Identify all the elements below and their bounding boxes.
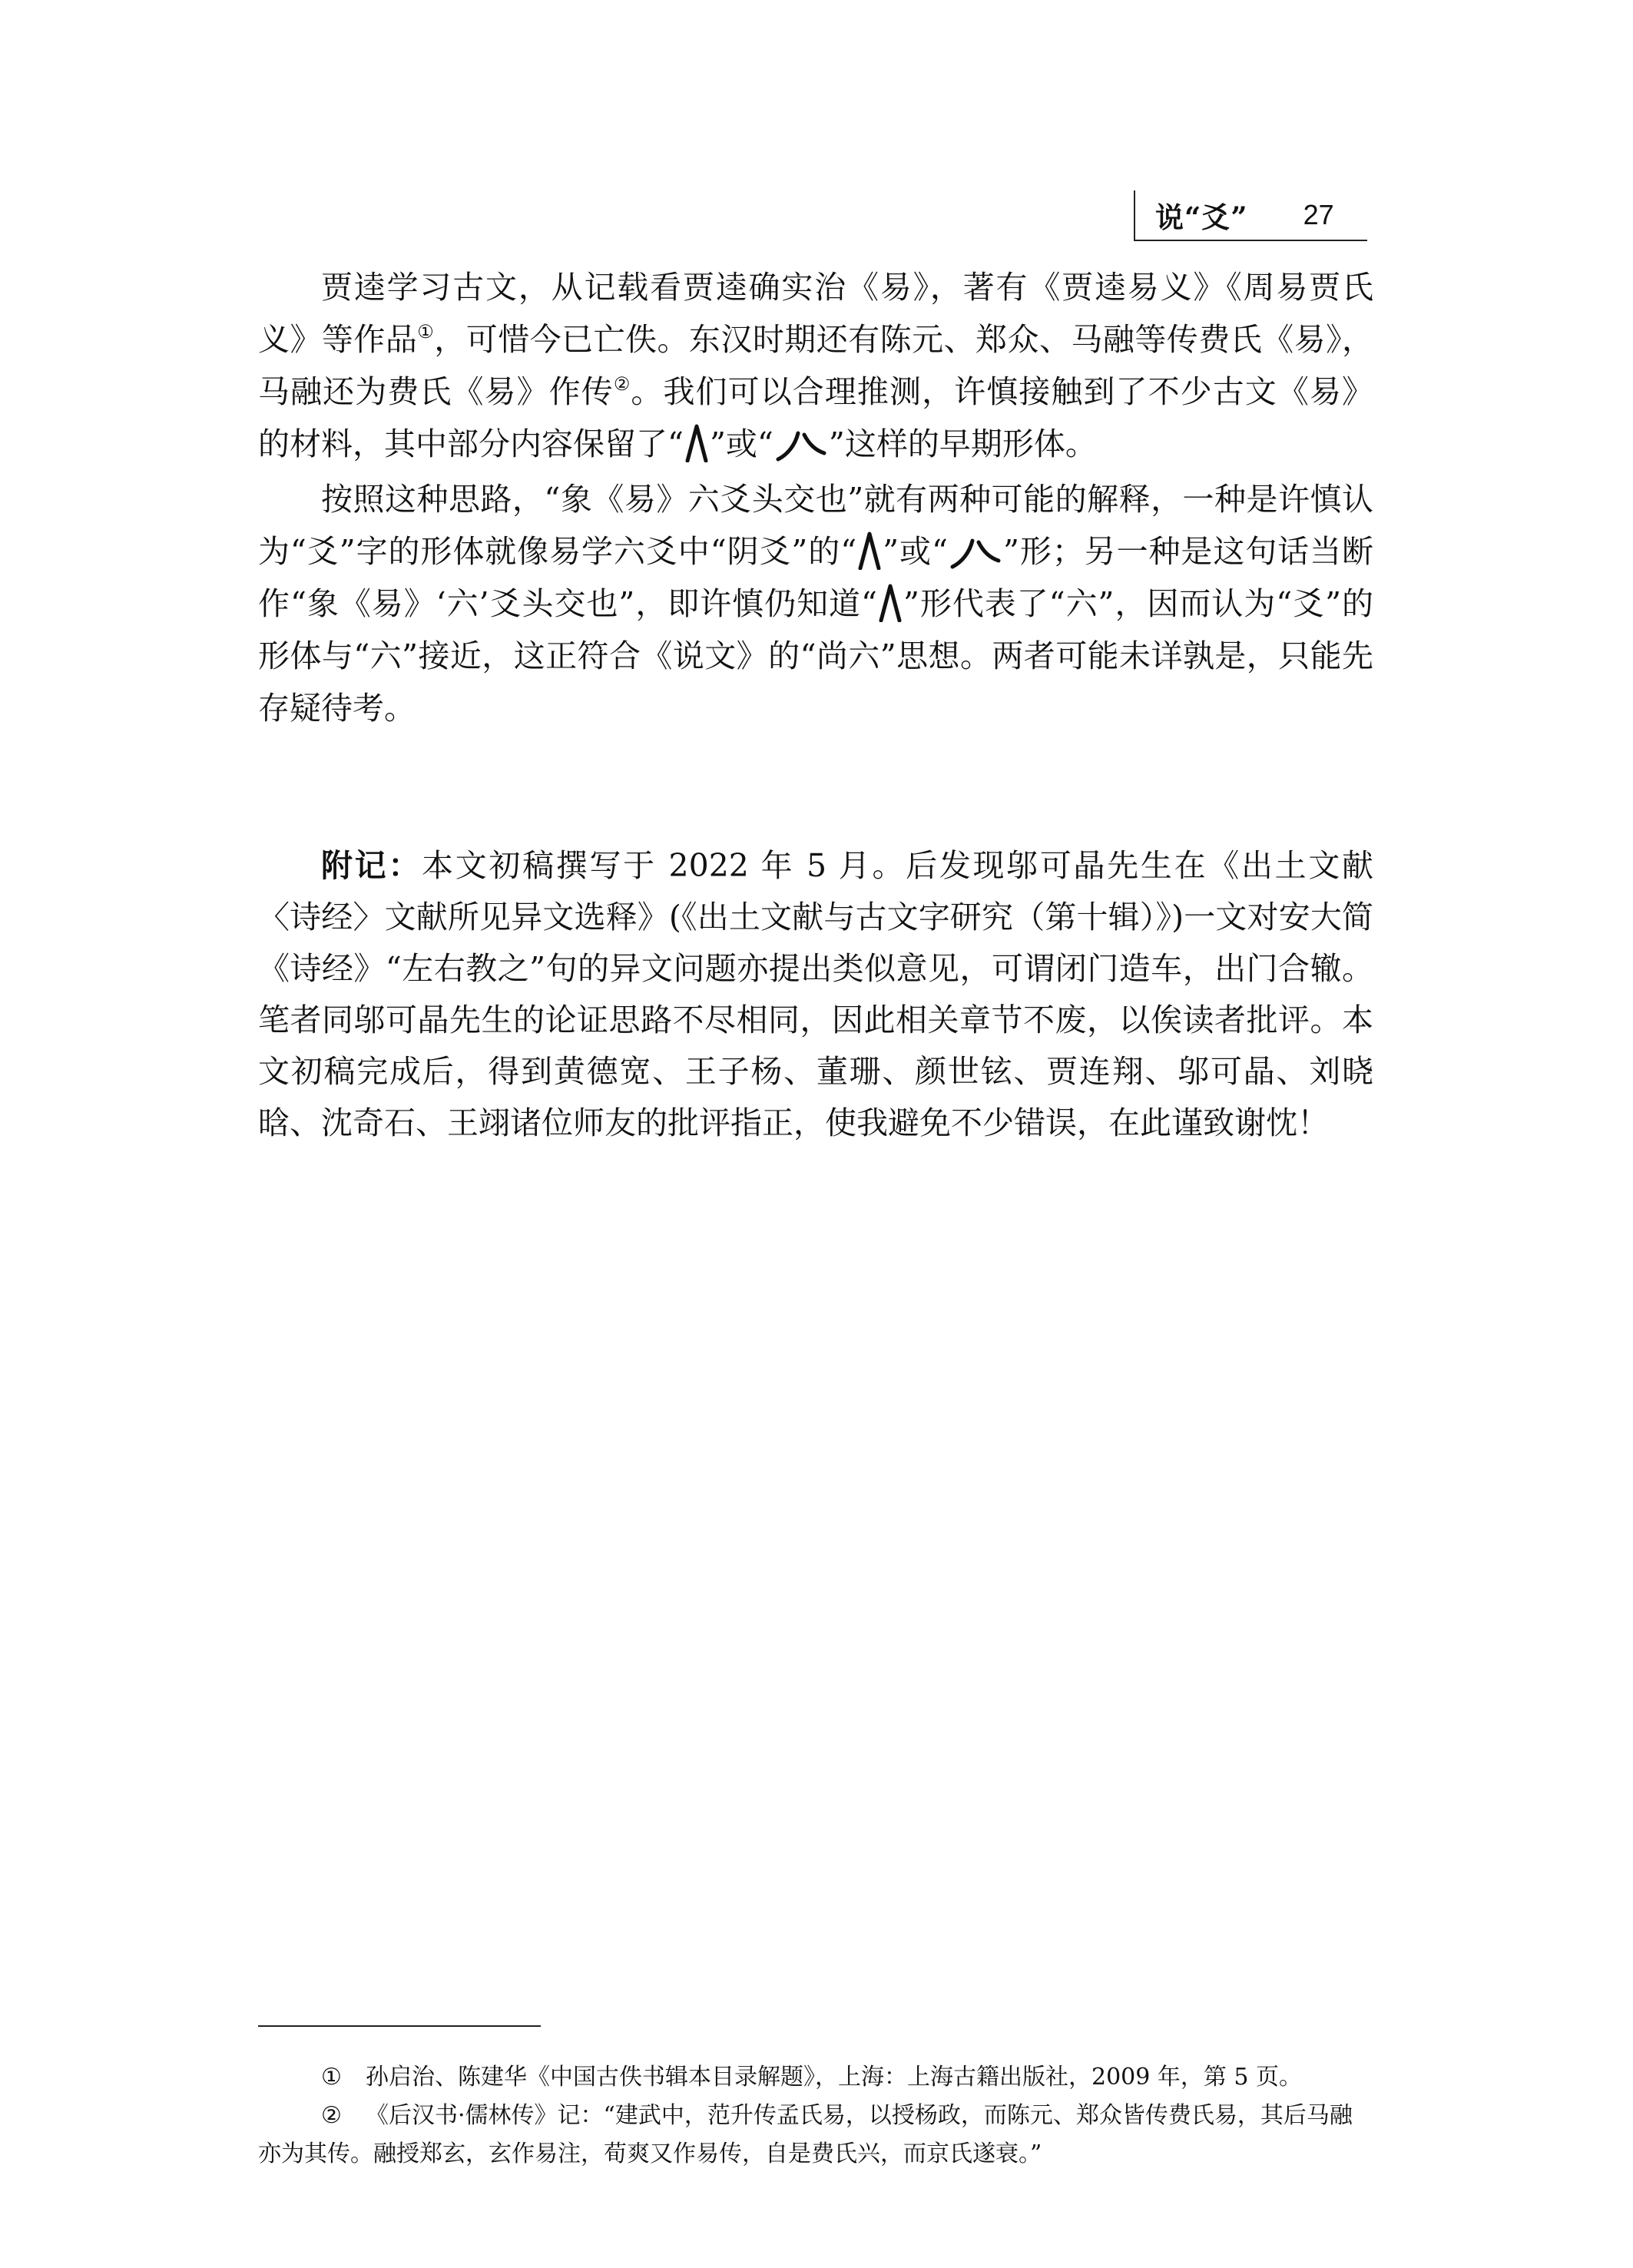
footnote-mark-1: ① xyxy=(321,2064,342,2091)
running-title: 说“爻” xyxy=(1155,200,1248,234)
footnote-1 xyxy=(258,2058,1373,2097)
caret-glyph-icon xyxy=(858,531,881,570)
p1-text-d: ”或“ xyxy=(709,425,773,462)
afterword-paragraph xyxy=(258,840,1373,1149)
p2-text-d: ”形代表了“六”，因而认为“爻”的形体与“六”接近，这正符合《说文》的“尚六”思想。两者可能未详孰是，只能先存疑待考。 xyxy=(258,585,1373,727)
afterword-text: 本文初稿撰写于 2022 年 5 月。后发现邬可晶先生在《出土文献〈诗经〉文献所见异文选释》(《出土文献与古文字研究（第十辑）》)一文对安大简《诗经》“左右教之”句的异文问题亦提出类似意见，可谓闭门造车，出门合辙。笔者同邬可晶先生的论证思路不尽相同，因此相关章节不废，以俟读者批评。本文初稿完成后，得到黄德宽、王子杨、董珊、颜世铉、贾连翔、邬可晶、刘晓晗、沈奇石、王翊诸位师友的批评指正，使我避免不少错误，在此谨致谢忱！ xyxy=(258,847,1373,1141)
footnote-ref-1[interactable]: ① xyxy=(417,321,435,343)
p2-text-a: 按照这种思路，“象《易》六爻头交也”就有两种可能的解释，一种是许慎认为“爻”字的形体就像易学六爻中“阴爻”的“ xyxy=(258,481,1373,570)
caret-glyph-icon xyxy=(879,584,902,622)
split-eight-glyph-icon xyxy=(775,429,827,462)
footnote-text-2: 《后汉书·儒林传》记：“建武中，范升传孟氏易，以授杨政，而陈元、郑众皆传费氏易，其后马融亦为其传。融授郑玄，玄作易注，荀爽又作易传，自是费氏兴，而京氏遂衰。” xyxy=(258,2102,1353,2167)
footnotes xyxy=(258,2058,1373,2174)
afterword xyxy=(258,840,1373,1149)
p1-text-b: ，可惜今已亡佚。东汉时期还有陈元、郑众、马融等传费氏《易》，马融还为费氏《易》作传 xyxy=(258,321,1374,410)
p1-text-c: 。我们可以合理推测，许慎接触到了不少古文《易》的材料，其中部分内容保留了“ xyxy=(258,373,1374,462)
p2-text-c: ”形；另一种是这句话当断作“象《易》‘六’爻头交也”，即许慎仍知道“ xyxy=(258,533,1373,622)
footnote-divider xyxy=(258,2025,541,2027)
afterword-label: 附记： xyxy=(321,847,422,884)
p2-text-b: ”或“ xyxy=(883,533,948,570)
p1-text-a: 贾逵学习古文，从记载看贾逵确实治《易》，著有《贾逵易义》《周易贾氏义》等作品 xyxy=(258,269,1373,358)
footnote-2 xyxy=(258,2097,1373,2174)
footnote-ref-2[interactable]: ② xyxy=(613,373,631,395)
paragraph-1 xyxy=(258,261,1373,470)
main-text xyxy=(258,261,1373,734)
footnote-mark-2: ② xyxy=(321,2102,342,2129)
p1-text-e: ”这样的早期形体。 xyxy=(828,425,1097,462)
page-number: 27 xyxy=(1303,199,1334,230)
running-header xyxy=(1134,190,1367,241)
split-eight-glyph-icon xyxy=(949,536,1002,570)
caret-glyph-icon xyxy=(685,424,708,462)
footnote-text-1: 孙启治、陈建华《中国古佚书辑本目录解题》，上海：上海古籍出版社，2009 年，第 5 页。 xyxy=(366,2064,1303,2091)
paragraph-2 xyxy=(258,473,1373,734)
